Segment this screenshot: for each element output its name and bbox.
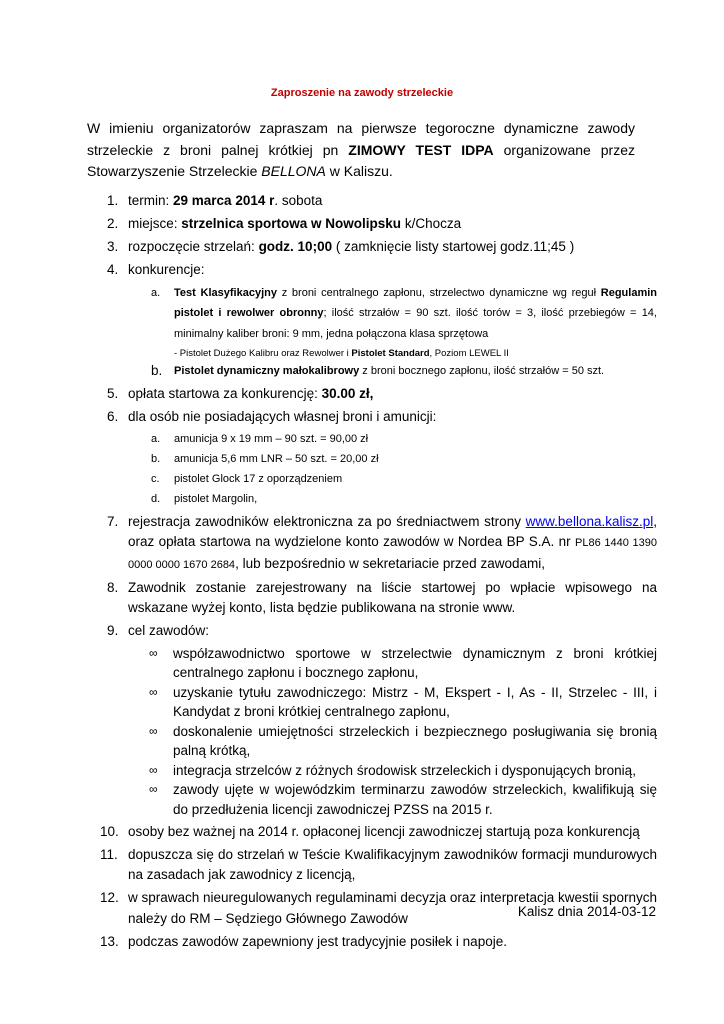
intro-text-3: w Kaliszu. (325, 163, 393, 179)
item-label: miejsce: (128, 216, 182, 231)
item-number: 7. (107, 513, 119, 529)
sub-number: c. (151, 473, 160, 485)
list-item (128, 449, 657, 469)
sub-text: pistolet Glock 17 z oporządzeniem (174, 473, 343, 485)
item-text-3: , lub bezpośrednio w sekretariacie przed zawodami, (235, 555, 545, 571)
item-rest: . sobota (274, 193, 323, 208)
item-number: 6. (107, 408, 119, 424)
item-rest: k/Chocza (401, 216, 462, 231)
note-text-2: , Poziom LEWEL II (429, 348, 509, 359)
page-title: Zaproszenie na zawody strzeleckie (270, 87, 454, 99)
list-item (128, 722, 657, 761)
list-item (128, 429, 657, 449)
list-item (128, 761, 657, 781)
competition-a-text (174, 283, 657, 345)
list-item-rozpoczecie (87, 237, 657, 258)
item-text: rejestracja zawodników elektroniczna za po średniactwem strony (128, 513, 526, 529)
event-place: strzelnica sportowa w Nowolipsku (181, 216, 402, 231)
event-date: 29 marca 2014 r (173, 193, 275, 208)
competition-details: ; ilość strzałów = 90 szt. ilość torów = 3, ilość przebiegów = 14, minimalny kaliber broni: 9 mm, jedna połączona klasa sprzętowa (174, 307, 657, 340)
infinity-bullet-icon: ∞ (149, 723, 158, 738)
sub-text: amunicja 9 x 19 mm – 90 szt. = 90,00 zł (174, 433, 369, 445)
competition-desc: z broni centralnego zapłonu, strzelectwo dynamiczne wg reguł (276, 286, 601, 299)
item-number: 9. (107, 623, 119, 638)
competition-desc: z broni bocznego zapłonu, ilość strzałów = 50 szt. (359, 365, 605, 377)
list-item (128, 489, 657, 509)
item-text: w sprawach nieuregulowanych regulaminami decyzja oraz interpretacja kwestii spornych należy do RM – Sędziego Głównego Zawodów (128, 890, 657, 926)
regulation-name: Regulamin pistolet i rewolwer obronny (174, 286, 657, 319)
goals-sublist (128, 644, 657, 820)
bullet-text: współzawodnictwo sportowe w strzelectwie dynamicznym z broni krótkiej centralnego zapłonu i bocznego zapłonu, (173, 645, 657, 680)
competitions-sublist (128, 283, 657, 382)
list-item (128, 644, 657, 683)
club-name: BELLONA (261, 163, 326, 179)
list-item-zawodnik (87, 578, 657, 619)
item-number: 2. (107, 216, 119, 231)
item-number: 5. (107, 385, 119, 401)
fee-amount: 30.00 zł, (321, 385, 374, 401)
item-text: Zawodnik zostanie zarejestrowany na liście startowej po wpłacie wpisowego na wskazane wyżej konto, lista będzie publikowana na stronie www. (128, 579, 657, 615)
item-number: 12. (100, 890, 119, 905)
item-number: 13. (100, 933, 119, 949)
item-text-2: , oraz opłata startowa na wydzielone konto zawodów w Nordea BP S.A. nr (128, 513, 657, 549)
item-number: 8. (107, 579, 119, 595)
item-number: 3. (107, 239, 119, 254)
infinity-bullet-icon: ∞ (149, 684, 158, 699)
competition-name: Pistolet dynamiczny małokalibrowy (174, 365, 360, 377)
item-label: termin: (128, 193, 174, 208)
list-item (128, 683, 657, 722)
list-item (128, 780, 657, 819)
website-link[interactable]: www.bellona.kalisz.pl (525, 513, 654, 529)
registration-text (128, 512, 657, 576)
list-item-bron (87, 407, 657, 510)
item-label: cel zawodów: (128, 623, 210, 638)
sub-text: amunicja 5,6 mm LNR – 50 szt. = 20,00 zł (174, 453, 379, 465)
list-item-termin (87, 191, 657, 212)
list-item-konkurencje (87, 260, 657, 381)
sub-text: pistolet Margolin, (174, 493, 258, 505)
list-item-formacje (87, 845, 657, 886)
list-item-licencja (87, 822, 657, 843)
note-text: - Pistolet Dużego Kalibru oraz Rewolwer i (174, 348, 352, 359)
list-item-rejestracja (87, 512, 657, 576)
sub-number: a. (151, 286, 161, 299)
sub-number: b. (151, 453, 161, 465)
equipment-sublist (128, 429, 657, 509)
item-rest: ( zamknięcie listy startowej godz.11;45 ) (332, 239, 575, 254)
item-number: 11. (100, 846, 118, 862)
event-name: ZIMOWY TEST IDPA (348, 141, 494, 158)
infinity-bullet-icon: ∞ (149, 762, 158, 777)
infinity-bullet-icon: ∞ (149, 782, 158, 796)
note-bold: Pistolet Standard (351, 348, 430, 359)
competition-a (128, 283, 657, 362)
rules-list (87, 191, 657, 955)
sub-number: d. (151, 493, 161, 505)
item-number: 10. (100, 823, 119, 839)
infinity-bullet-icon: ∞ (149, 645, 158, 660)
list-item-oplata (87, 384, 657, 405)
item-number: 4. (107, 262, 119, 277)
bullet-text: integracja strzelców z różnych środowisk strzeleckich i dysponujących bronią, (173, 762, 636, 778)
item-label: rozpoczęcie strzelań: (128, 239, 259, 254)
item-number: 1. (107, 193, 119, 208)
list-item-miejsce (87, 214, 657, 235)
list-item-cel (87, 621, 657, 819)
intro-text-1: W imieniu organizatorów zapraszam na pierwsze tegoroczne dynamiczne zawody strzeleckie z broni palnej krótkiej pn (87, 120, 635, 158)
item-label: konkurencje: (128, 262, 205, 277)
bank-account: PL86 1440 1390 0000 0000 1670 2684 (128, 537, 657, 571)
competition-name: Test Klasyfikacyjny (174, 286, 277, 299)
intro-paragraph (87, 118, 635, 183)
item-text: podczas zawodów zapewniony jest tradycyjnie posiłek i napoje. (128, 933, 507, 949)
signature-date: Kalisz dnia 2014-03-12 (517, 904, 656, 919)
item-label: opłata startowa za konkurencję: (128, 385, 322, 401)
list-item (128, 469, 657, 489)
item-label: dla osób nie posiadających własnej broni i amunicji: (128, 408, 437, 424)
competition-a-note (174, 346, 657, 361)
item-text: dopuszcza się do strzelań w Teście Kwalifikacyjnym zawodników formacji mundurowych na zasadach jak zawodnicy z licencją, (128, 846, 657, 882)
item-text: osoby bez ważnej na 2014 r. opłaconej licencji zawodniczej startują poza konkurencją (128, 823, 640, 839)
competition-b (128, 361, 657, 381)
bullet-text: doskonalenie umiejętności strzeleckich i bezpiecznego posługiwania się bronią palną krótką, (173, 723, 657, 758)
start-time: godz. 10;00 (258, 239, 333, 254)
list-item-posilek (87, 932, 657, 953)
bullet-text: zawody ujęte w wojewódzkim terminarzu zawodów strzeleckich, kwalifikują się do przedłużenia licencji zawodniczej PZSS na 2015 r. (173, 782, 657, 817)
sub-number: b. (151, 363, 163, 378)
sub-number: a. (151, 433, 161, 445)
intro-text-2: organizowane przez Stowarzyszenie Strzeleckie (87, 141, 636, 179)
bullet-text: uzyskanie tytułu zawodniczego: Mistrz - M, Ekspert - I, As - II, Strzelec - III, i Kandydat z broni krótkiej centralnego zapłonu, (173, 684, 657, 719)
